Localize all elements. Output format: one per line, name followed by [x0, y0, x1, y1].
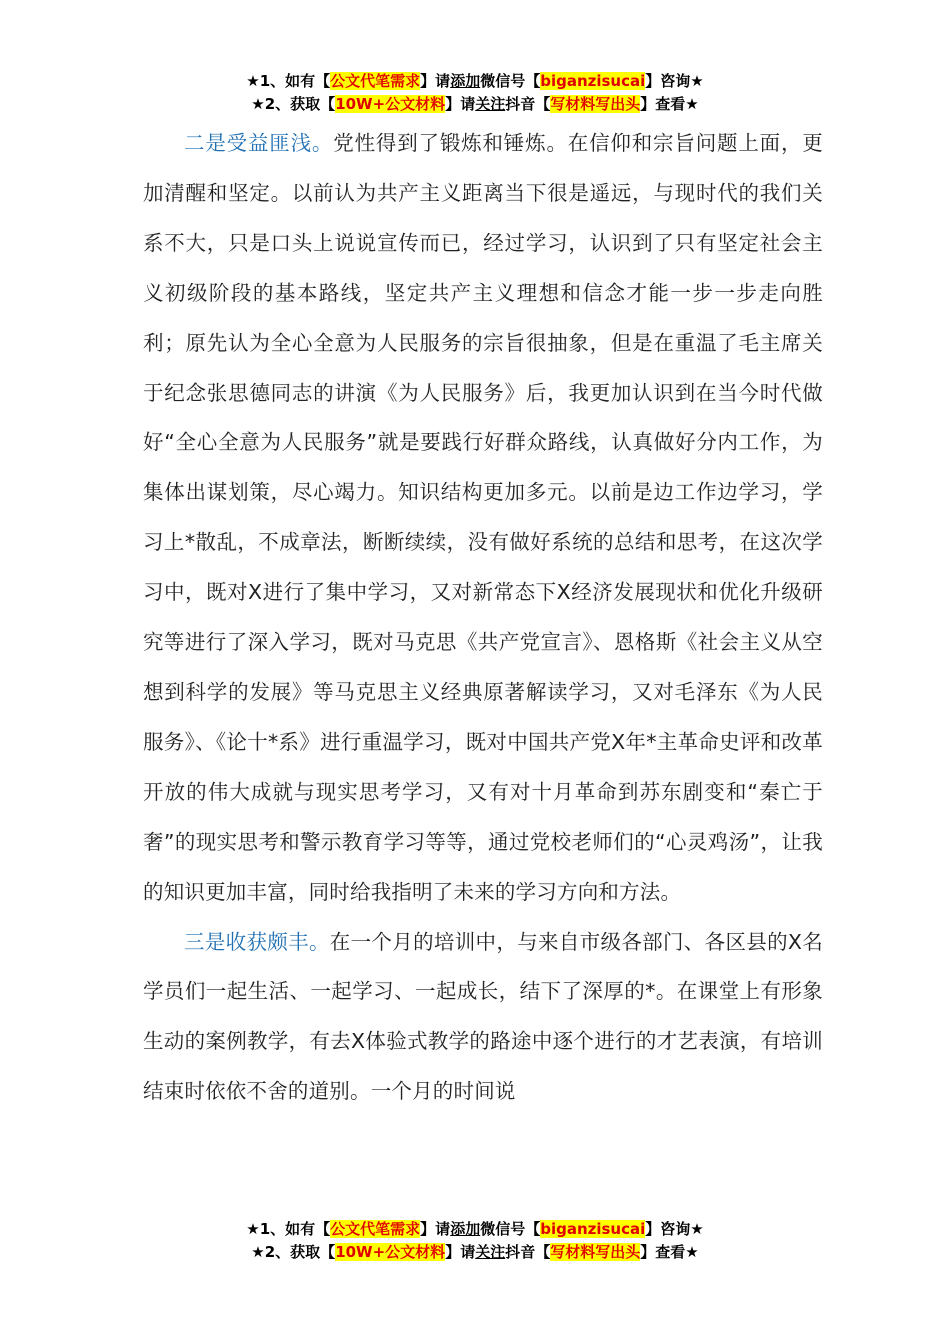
footer-line-1-suffix: 】咨询★: [645, 1220, 704, 1238]
footer-wechat-id: biganzisucai: [540, 1220, 646, 1238]
banner-douyin-account: 写材料写出头: [550, 95, 641, 113]
banner-line-1-middle: 】请: [420, 72, 451, 90]
paragraph-harvest: [143, 918, 823, 1118]
paragraph-harvest-text: 在一个月的培训中，与来自市级各部门、各区县的X名学员们一起生活、一起学习、一起成长，结下了深厚的*。在课堂上有形象生动的案例教学，有去X体验式教学的路途中逐个进行的才艺表演，有培训结束时依依不舍的道别。一个月的时间说: [143, 929, 823, 1104]
banner-line-2-middle-2: 抖音【: [505, 95, 551, 113]
banner-line-2-prefix: ★2、获取【: [251, 95, 336, 113]
footer-line-1-emphasis: 添加: [450, 1220, 481, 1238]
banner-line-2: [0, 93, 950, 116]
footer-highlight-materials: 10W+公文材料: [335, 1243, 446, 1261]
banner-line-2-emphasis: 关注: [475, 95, 506, 113]
document-body: [143, 119, 823, 1117]
banner-line-2-middle: 】请: [445, 95, 476, 113]
banner-line-1: [0, 70, 950, 93]
footer-highlight-service: 公文代笔需求: [330, 1220, 421, 1238]
banner-line-1-middle-2: 微信号【: [480, 72, 541, 90]
footer-banner: [0, 1218, 950, 1264]
banner-line-2-suffix: 】查看★: [640, 95, 699, 113]
banner-line-1-suffix: 】咨询★: [645, 72, 704, 90]
banner-line-1-emphasis: 添加: [450, 72, 481, 90]
footer-line-2-prefix: ★2、获取【: [251, 1243, 336, 1261]
paragraph-benefit-lead: 二是受益匪浅。: [184, 131, 334, 155]
footer-line-2-suffix: 】查看★: [640, 1243, 699, 1261]
banner-wechat-id: biganzisucai: [540, 72, 646, 90]
header-banner: [0, 70, 950, 116]
banner-highlight-service: 公文代笔需求: [330, 72, 421, 90]
banner-highlight-materials: 10W+公文材料: [335, 95, 446, 113]
footer-banner-line-1: [0, 1218, 950, 1241]
paragraph-harvest-lead: 三是收获颇丰。: [184, 929, 330, 954]
footer-line-2-middle-2: 抖音【: [505, 1243, 551, 1261]
footer-douyin-account: 写材料写出头: [550, 1243, 641, 1261]
paragraph-benefit-text: 党性得到了锻炼和锤炼。在信仰和宗旨问题上面，更加清醒和坚定。以前认为共产主义距离当下很是遥远，与现时代的我们关系不大，只是口头上说说宣传而已，经过学习，认识到了只有坚定社会主义初级阶段的基本路线，坚定共产主义理想和信念才能一步一步走向胜利；原先认为全心全意为人民服务的宗旨很抽象，但是在重温了毛主席关于纪念张思德同志的讲演《为人民服务》后，我更加认识到在当今时代做好“全心全意为人民服务”就是要践行好群众路线，认真做好分内工作，为集体出谋划策，尽心竭力。知识结构更加多元。以前是边工作边学习，学习上*散乱，不成章法，断断续续，没有做好系统的总结和思考，在这次学习中，既对X进行了集中学习，又对新常态下X经济发展现状和优化升级研究等进行了深入学习，既对马克思《共产党宣言》、恩格斯《社会主义从空想到科学的发展》等马克思主义经典原著解读学习，又对毛泽东《为人民服务》、《论十*系》进行重温学习，既对中国共产党X年*主革命史评和改革开放的伟大成就与现实思考学习，又有对十月革命到苏东剧变和“秦亡于奢”的现实思考和警示教育学习等等，通过党校老师们的“心灵鸡汤”，让我的知识更加丰富，同时给我指明了未来的学习方向和方法。: [143, 131, 823, 904]
footer-line-2-middle: 】请: [445, 1243, 476, 1261]
footer-line-1-prefix: ★1、如有【: [246, 1220, 331, 1238]
footer-line-2-emphasis: 关注: [475, 1243, 506, 1261]
footer-line-1-middle: 】请: [420, 1220, 451, 1238]
footer-banner-line-2: [0, 1241, 950, 1264]
banner-line-1-prefix: ★1、如有【: [246, 72, 331, 90]
paragraph-benefit: [143, 119, 823, 918]
footer-line-1-middle-2: 微信号【: [480, 1220, 541, 1238]
